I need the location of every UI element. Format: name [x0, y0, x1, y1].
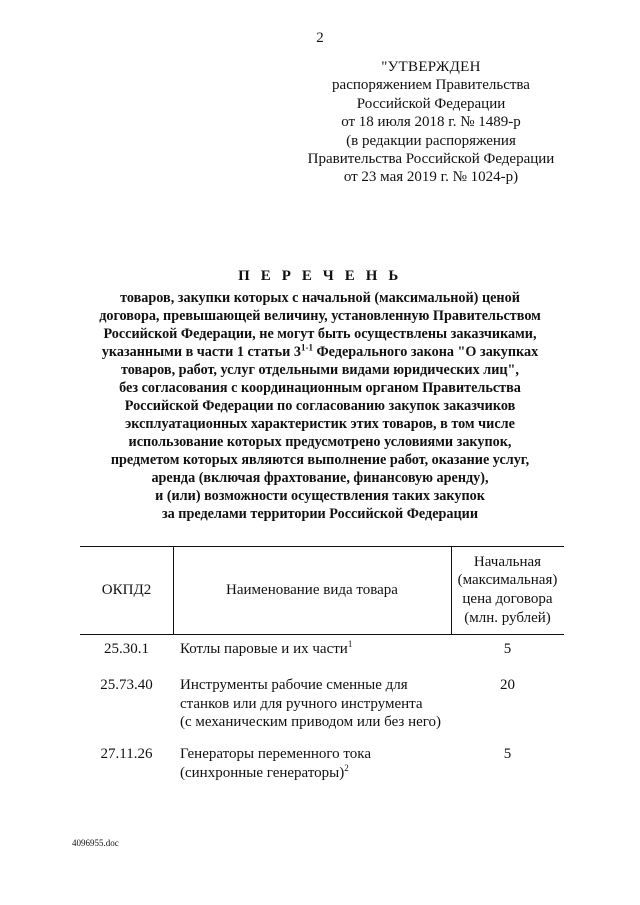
- header-price-line: (млн. рублей): [464, 609, 551, 626]
- approval-line: распоряжением Правительства: [332, 77, 530, 94]
- page-number: 2: [316, 30, 324, 46]
- document-id: 4096955.doc: [72, 838, 119, 848]
- header-price-line: Начальная: [473, 553, 542, 570]
- description-text: указанными в части 1 статьи 3: [101, 344, 301, 360]
- description-line: договора, превышающей величину, установленную Правительством: [99, 308, 541, 324]
- article-superscript: 1-1: [300, 342, 313, 353]
- description-line: использование которых предусмотрено условиями закупок,: [128, 434, 512, 450]
- footnote-mark: 1: [347, 639, 353, 649]
- header-code-label: ОКПД2: [101, 581, 152, 598]
- header-code: [80, 546, 173, 634]
- description-line: товаров, работ, услуг отдельными видами юридических лиц",: [121, 362, 519, 378]
- approval-line: Правительства Российской Федерации: [307, 151, 555, 168]
- footnote-mark: 2: [344, 762, 349, 773]
- row-name-line: Инструменты рабочие сменные для: [180, 677, 408, 693]
- approval-line: от 23 мая 2019 г. № 1024-р): [343, 169, 519, 186]
- approval-line: (в редакции распоряжения: [346, 132, 516, 149]
- row-price: 20: [500, 677, 515, 693]
- description-line: аренда (включая фрахтование, финансовую аренду),: [151, 470, 489, 486]
- description-line: эксплуатационных характеристик этих товаров, в том числе: [125, 416, 515, 432]
- header-name-label: Наименование вида товара: [226, 581, 398, 598]
- description-line: Российской Федерации, не могут быть осуществлены заказчиками,: [103, 326, 537, 342]
- header-price-line: цена договора: [462, 591, 553, 607]
- list-title: П Е Р Е Ч Е Н Ь: [238, 268, 402, 284]
- row-code: 27.11.26: [100, 746, 153, 762]
- header-price-line: (максимальная): [457, 572, 558, 589]
- header-price: [451, 546, 564, 634]
- description-line: Российской Федерации по согласованию закупок заказчиков: [124, 398, 516, 414]
- row-price: 5: [503, 746, 512, 762]
- approval-title: "УТВЕРЖДЕН: [381, 59, 481, 75]
- description-line: [60, 343, 580, 361]
- approval-line: от 18 июля 2018 г. № 1489-р: [341, 114, 521, 131]
- row-name-line: станков или для ручного инструмента: [180, 695, 423, 712]
- table-rule-bottom: [80, 634, 564, 635]
- row-name: [180, 676, 448, 732]
- row-name-line: (с механическим приводом или без него): [180, 714, 442, 731]
- row-name-line: (синхронные генераторы): [180, 764, 345, 781]
- list-description: [60, 289, 580, 523]
- row-name-line: Котлы паровые и их части: [180, 641, 348, 657]
- row-code: 25.30.1: [104, 641, 149, 657]
- description-text: Федерального закона "О закупках: [312, 344, 539, 360]
- row-price: 5: [503, 641, 512, 657]
- description-line: предметом которых являются выполнение работ, оказание услуг,: [110, 452, 530, 468]
- approval-stamp: [300, 58, 562, 187]
- row-name: [180, 640, 448, 659]
- row-code: 25.73.40: [100, 677, 153, 693]
- approval-line: Российской Федерации: [356, 95, 506, 112]
- description-line: товаров, закупки которых с начальной (максимальной) ценой: [120, 290, 520, 306]
- row-name: [180, 745, 448, 782]
- description-line: и (или) возможности осуществления таких закупок: [155, 488, 485, 504]
- description-line: за пределами территории Российской Федерации: [161, 506, 479, 522]
- header-name: [173, 546, 451, 634]
- description-line: без согласования с координационным органом Правительства: [119, 380, 521, 396]
- row-name-line: Генераторы переменного тока: [180, 746, 371, 762]
